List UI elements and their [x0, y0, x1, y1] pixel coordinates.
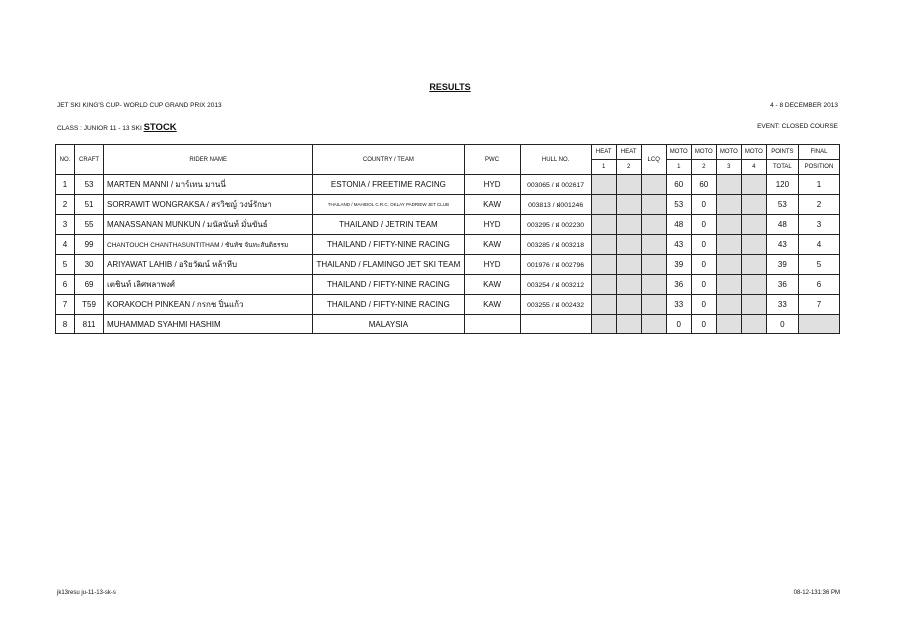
col-moto1-sub: 1 [666, 160, 691, 175]
cell-hull: 001976 / ฝ 002796 [520, 255, 591, 275]
cell-no: 7 [56, 295, 75, 315]
cell-pwc: KAW [464, 195, 520, 215]
col-heat2-sub: 2 [616, 160, 641, 175]
class-prefix: CLASS : JUNIOR 11 - 13 SKI [57, 125, 142, 132]
cell-final: 3 [798, 215, 839, 235]
table-row [56, 275, 840, 295]
cell-moto3 [716, 275, 741, 295]
col-heat1-sub: 1 [591, 160, 616, 175]
col-points-sub: TOTAL [766, 160, 798, 175]
cell-points: 120 [766, 175, 798, 195]
cell-final [798, 315, 839, 334]
col-pwc-header: PWC [464, 145, 520, 175]
cell-moto3 [716, 195, 741, 215]
cell-rider: MARTEN MANNI / มาร์เทน มานนี่ [104, 175, 313, 195]
header-row-1 [56, 145, 840, 160]
col-final-sub: POSITION [798, 160, 839, 175]
col-heat2-header: HEAT [616, 145, 641, 160]
cell-rider: เตชินท์ เลิศพลาพงศ์ [104, 275, 313, 295]
col-no-header: NO. [56, 145, 75, 175]
results-title: RESULTS [429, 82, 471, 92]
col-heat1-header: HEAT [591, 145, 616, 160]
table-row [56, 295, 840, 315]
cell-hull: 003285 / ฝ 003218 [520, 235, 591, 255]
col-moto3-sub: 3 [716, 160, 741, 175]
cell-moto3 [716, 315, 741, 334]
cell-moto4 [741, 295, 766, 315]
cell-points: 39 [766, 255, 798, 275]
cell-moto1: 0 [666, 315, 691, 334]
cell-lcq [641, 315, 666, 334]
cell-country: THAILAND / MAHIDOL C.R.C. OKLAY PADRIEW JET CLUB [313, 195, 464, 215]
cell-rider: KORAKOCH PINKEAN / กรกช ปิ่นแก้ว [104, 295, 313, 315]
cell-pwc: HYD [464, 175, 520, 195]
cell-moto2: 0 [691, 315, 716, 334]
cell-moto2: 0 [691, 275, 716, 295]
cell-heat1 [591, 315, 616, 334]
results-table [55, 144, 840, 334]
cell-moto2: 0 [691, 215, 716, 235]
cell-rider: ARIYAWAT LAHIB / อริยวัฒน์ หล้าหีบ [104, 255, 313, 275]
cell-hull: 003255 / ฝ 002432 [520, 295, 591, 315]
table-row [56, 175, 840, 195]
table-row [56, 255, 840, 275]
cell-lcq [641, 275, 666, 295]
cell-heat2 [616, 275, 641, 295]
cell-rider: MANASSANAN MUNKUN / มนัสนันท์ มั่นขันธ์ [104, 215, 313, 235]
table-row [56, 235, 840, 255]
cell-lcq [641, 215, 666, 235]
cell-moto4 [741, 175, 766, 195]
cell-pwc: KAW [464, 275, 520, 295]
cell-heat2 [616, 295, 641, 315]
cell-points: 0 [766, 315, 798, 334]
cell-no: 1 [56, 175, 75, 195]
cell-craft: 99 [75, 235, 104, 255]
cell-points: 43 [766, 235, 798, 255]
cell-lcq [641, 235, 666, 255]
cell-moto1: 39 [666, 255, 691, 275]
cell-points: 33 [766, 295, 798, 315]
cell-points: 48 [766, 215, 798, 235]
cell-heat1 [591, 195, 616, 215]
table-row [56, 315, 840, 334]
cell-final: 2 [798, 195, 839, 215]
cell-rider: SORRAWIT WONGRAKSA / สรวิชญ์ วงษ์รักษา [104, 195, 313, 215]
cell-moto3 [716, 175, 741, 195]
cell-country: THAILAND / JETRIN TEAM [313, 215, 464, 235]
cell-no: 6 [56, 275, 75, 295]
cell-no: 3 [56, 215, 75, 235]
cell-heat2 [616, 195, 641, 215]
cell-moto3 [716, 255, 741, 275]
cell-country: MALAYSIA [313, 315, 464, 334]
cell-craft: 53 [75, 175, 104, 195]
cell-craft: 69 [75, 275, 104, 295]
cell-moto4 [741, 215, 766, 235]
cell-moto1: 33 [666, 295, 691, 315]
col-country-header: COUNTRY / TEAM [313, 145, 464, 175]
cell-pwc: KAW [464, 235, 520, 255]
cell-final: 6 [798, 275, 839, 295]
cell-craft: T59 [75, 295, 104, 315]
cell-heat1 [591, 175, 616, 195]
cell-moto1: 53 [666, 195, 691, 215]
cell-no: 8 [56, 315, 75, 334]
cell-moto3 [716, 295, 741, 315]
col-moto4-header: MOTO [741, 145, 766, 160]
cell-pwc: KAW [464, 295, 520, 315]
cell-country: ESTONIA / FREETIME RACING [313, 175, 464, 195]
footer-timestamp: 08-12-131:36 PM [793, 590, 840, 596]
cell-final: 5 [798, 255, 839, 275]
cell-heat1 [591, 275, 616, 295]
cell-moto4 [741, 275, 766, 295]
cell-rider: MUHAMMAD SYAHMI HASHIM [104, 315, 313, 334]
cell-moto2: 0 [691, 235, 716, 255]
cell-moto4 [741, 255, 766, 275]
cell-craft: 811 [75, 315, 104, 334]
cell-lcq [641, 175, 666, 195]
cell-points: 36 [766, 275, 798, 295]
cell-heat2 [616, 235, 641, 255]
col-moto2-sub: 2 [691, 160, 716, 175]
event-name: JET SKI KING'S CUP- WORLD CUP GRAND PRIX 2013 [57, 102, 222, 109]
cell-lcq [641, 295, 666, 315]
col-moto4-sub: 4 [741, 160, 766, 175]
cell-final: 4 [798, 235, 839, 255]
col-final-header: FINAL [798, 145, 839, 160]
col-rider-header: RIDER NAME [104, 145, 313, 175]
cell-moto2: 60 [691, 175, 716, 195]
cell-moto4 [741, 235, 766, 255]
cell-country: THAILAND / FIFTY-NINE RACING [313, 275, 464, 295]
cell-moto2: 0 [691, 255, 716, 275]
cell-heat1 [591, 235, 616, 255]
cell-hull: 003254 / ฝ 003212 [520, 275, 591, 295]
table-row [56, 215, 840, 235]
cell-moto1: 60 [666, 175, 691, 195]
cell-heat2 [616, 255, 641, 275]
cell-heat1 [591, 255, 616, 275]
cell-hull [520, 315, 591, 334]
col-hull-header: HULL NO. [520, 145, 591, 175]
cell-moto1: 48 [666, 215, 691, 235]
col-moto3-header: MOTO [716, 145, 741, 160]
cell-country: THAILAND / FLAMINGO JET SKI TEAM [313, 255, 464, 275]
cell-pwc: HYD [464, 255, 520, 275]
cell-lcq [641, 255, 666, 275]
event-type: EVENT: CLOSED COURSE [757, 123, 838, 130]
cell-hull: 003813 / ฝ001246 [520, 195, 591, 215]
col-moto2-header: MOTO [691, 145, 716, 160]
event-date: 4 - 8 DECEMBER 2013 [770, 102, 838, 109]
table-row [56, 195, 840, 215]
cell-craft: 55 [75, 215, 104, 235]
class-name: STOCK [143, 122, 177, 133]
cell-moto4 [741, 195, 766, 215]
cell-heat2 [616, 215, 641, 235]
cell-lcq [641, 195, 666, 215]
cell-craft: 51 [75, 195, 104, 215]
footer-file-code: jk13resu ju-11-13-sk-s [57, 590, 116, 596]
col-craft-header: CRAFT [75, 145, 104, 175]
cell-no: 2 [56, 195, 75, 215]
cell-final: 7 [798, 295, 839, 315]
cell-final: 1 [798, 175, 839, 195]
cell-moto2: 0 [691, 195, 716, 215]
cell-moto3 [716, 215, 741, 235]
cell-moto2: 0 [691, 295, 716, 315]
col-lcq-header: LCQ [641, 145, 666, 175]
col-points-header: POINTS [766, 145, 798, 160]
cell-heat1 [591, 215, 616, 235]
cell-heat2 [616, 315, 641, 334]
cell-heat2 [616, 175, 641, 195]
cell-pwc [464, 315, 520, 334]
cell-hull: 003295 / ฝ 002230 [520, 215, 591, 235]
cell-no: 4 [56, 235, 75, 255]
cell-moto4 [741, 315, 766, 334]
class-line [57, 122, 177, 133]
cell-craft: 30 [75, 255, 104, 275]
cell-heat1 [591, 295, 616, 315]
cell-moto3 [716, 235, 741, 255]
cell-country: THAILAND / FIFTY-NINE RACING [313, 295, 464, 315]
cell-points: 53 [766, 195, 798, 215]
col-moto1-header: MOTO [666, 145, 691, 160]
cell-country: THAILAND / FIFTY-NINE RACING [313, 235, 464, 255]
cell-rider: CHANTOUCH CHANTHASUNTITHAM / ชันทัช จันทะสันติธรรม [104, 235, 313, 255]
cell-no: 5 [56, 255, 75, 275]
cell-moto1: 36 [666, 275, 691, 295]
cell-hull: 003065 / ฝ 002617 [520, 175, 591, 195]
cell-moto1: 43 [666, 235, 691, 255]
cell-pwc: HYD [464, 215, 520, 235]
